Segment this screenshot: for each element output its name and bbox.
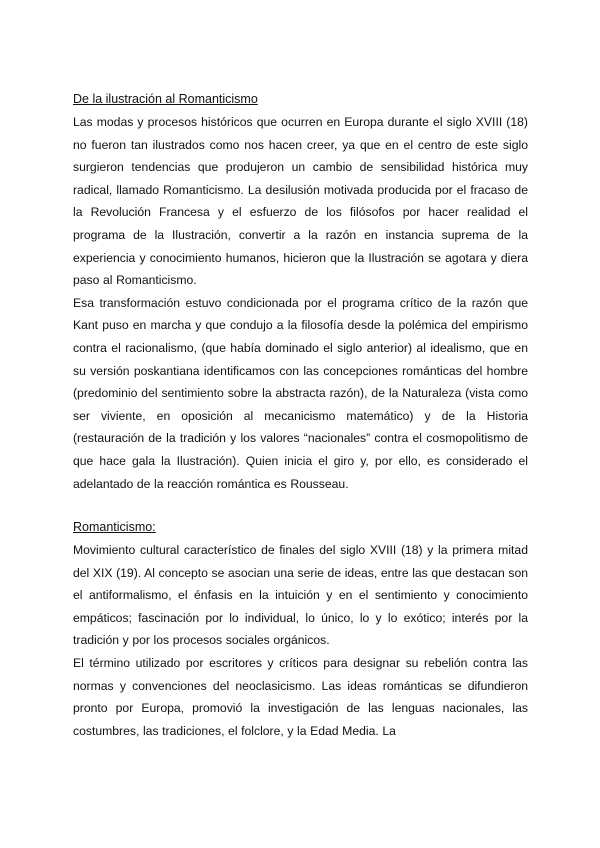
paragraph: Las modas y procesos históricos que ocurren en Europa durante el siglo XVIII (18) no fueron tan ilustrados como nos hacen creer, ya que en el centro de este siglo surgieron tendencias que produjeron un cambio de sensibilidad histórica muy radical, llamado Romanticismo. La desilusión motivada producida por el fracaso de la Revolución Francesa y el esfuerzo de los filósofos por hacer realidad el programa de la Ilustración, convertir a la razón en instancia suprema de la experiencia y conocimiento humanos, hicieron que la Ilustración se agotara y diera paso al Romanticismo. xyxy=(73,115,528,288)
paragraph: El término utilizado por escritores y críticos para designar su rebelión contra las normas y convenciones del neoclasicismo. Las ideas románticas se difundieron pronto por Europa, promovió la investigación de las lenguas nacionales, las costumbres, las tradiciones, el folclore, y la Edad Media. La xyxy=(73,656,528,738)
section-heading: Romanticismo: xyxy=(73,520,156,535)
section-heading: De la ilustración al Romanticismo xyxy=(73,92,258,106)
section-spacer xyxy=(73,495,528,517)
paragraph: Movimiento cultural característico de finales del siglo XVIII (18) y la primera mitad del XIX (19). Al concepto se asocian una serie de ideas, entre las que destacan son el antiformalismo, el énfasis en la intuición y en el sentimiento y conocimiento empáticos; fascinación por lo individual, lo único, lo y lo exótico; interés por la tradición y por los procesos sociales orgánicos. xyxy=(73,543,528,648)
paragraph: Esa transformación estuvo condicionada por el programa crítico de la razón que Kant puso en marcha y que condujo a la filosofía desde la polémica del empirismo contra el racionalismo, (que había dominado el siglo anterior) al idealismo, que en su versión poskantiana identificamos con las concepciones románticas del hombre (predominio del sentimiento sobre la abstracta razón), de la Naturaleza (vista como ser viviente, en oposición al mecanicismo matemático) y de la Historia (restauración de la tradición y los valores “nacionales” contra el cosmopolitismo de que hace gala la Ilustración). Quien inicia el giro y, por ello, es considerado el adelantado de la reacción romántica es Rousseau. xyxy=(73,295,528,491)
document-page xyxy=(73,89,528,742)
section-romanticismo xyxy=(73,517,528,742)
section-ilustracion-romanticismo xyxy=(73,89,528,495)
